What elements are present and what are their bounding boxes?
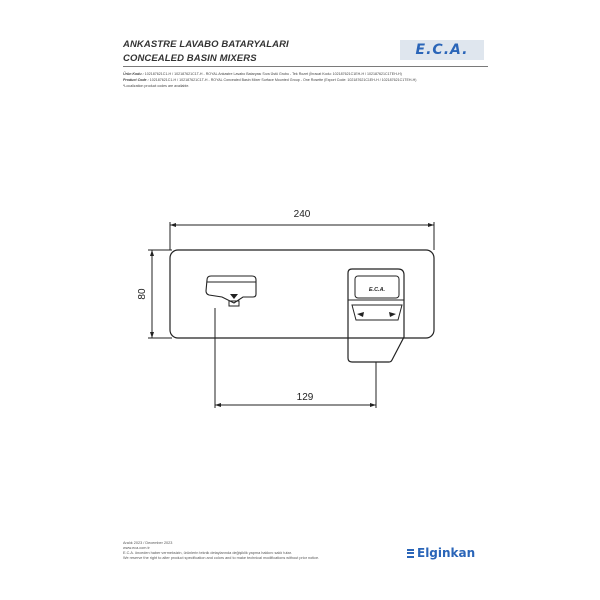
spout-outlet	[352, 305, 402, 320]
product-code-tr-label: Ürün Kodu :	[123, 72, 144, 76]
footer-note-tr: E.C.A. önceden haber vermeksizin, ürünlerin teknik detaylarında değişiklik yapma hakkını saklı tutar.	[123, 551, 292, 555]
height-dim-label: 80	[137, 288, 148, 300]
spout-mark-left	[357, 312, 364, 317]
handle-arrow-glyph	[230, 294, 238, 299]
spout-body	[348, 269, 404, 362]
localization-note: *Localization product codes are available.	[123, 84, 190, 88]
spout-dim-label: 129	[296, 392, 314, 403]
footer-date: Aralık 2023 / December 2023	[123, 541, 173, 545]
eca-logo-text: E.C.A.	[415, 42, 469, 58]
elginkan-mark-icon	[407, 549, 414, 558]
spout-dim-arrow-left	[215, 403, 221, 407]
footer-website: www.eca.com.tr	[123, 546, 150, 550]
elginkan-name: Elginkan	[417, 546, 476, 560]
product-code-tr-text: 102187621C1-H / 102187621C1T-H - ROYAL Ankastre Lavabo Bataryası Sıva Üstü Grubu - Tek Rozet (İhracat Kodu: 102187621C1EH-H / 102187621C1TEH-H)	[144, 72, 402, 76]
footer-note-en: We reserve the right to alter product specification and colors and to make technical modifications without prior notice.	[123, 556, 320, 560]
spout-brand-label: E.C.A.	[368, 287, 386, 293]
product-code-en-label: Product Code :	[123, 78, 149, 82]
height-dim-arrow-top	[150, 250, 154, 256]
handle-lever	[206, 276, 256, 303]
page-title-turkish: ANKASTRE LAVABO BATARYALARI	[123, 39, 289, 50]
spout-mark-right	[389, 312, 396, 317]
spout-dim-arrow-right	[370, 403, 376, 407]
rosette-plate	[170, 250, 434, 338]
height-dim-arrow-bottom	[150, 332, 154, 338]
width-dim-arrow-left	[170, 223, 176, 227]
product-code-en-text: 102187621C1-H / 102187621C1T-H - ROYAL Concealed Basin Mixer Surface Mounted Group - One Rosette (Export Code: 102187621C1EH-H / 102187621C1TEH-H)	[149, 78, 417, 82]
width-dim-label: 240	[293, 209, 311, 220]
elginkan-logo	[407, 546, 475, 560]
page-title-english: CONCEALED BASIN MIXERS	[123, 53, 257, 64]
width-dim-arrow-right	[428, 223, 434, 227]
